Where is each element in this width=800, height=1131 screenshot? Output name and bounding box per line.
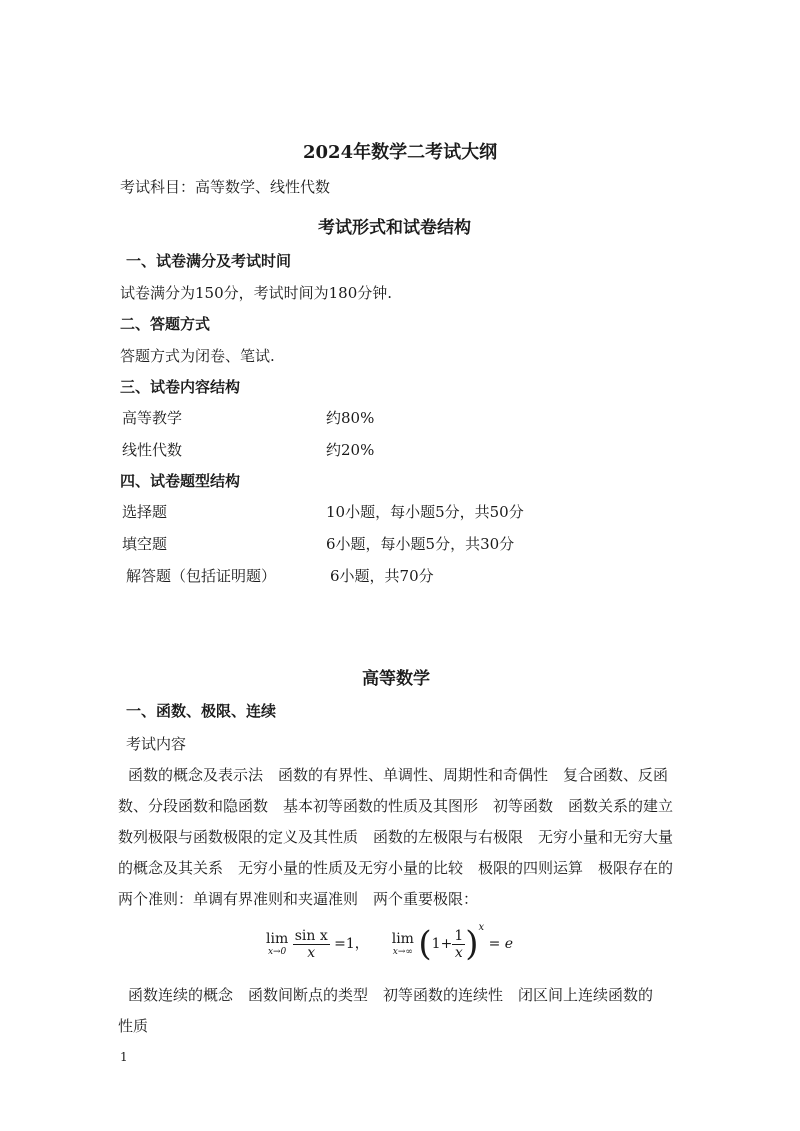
content-row-value: 约80% (326, 409, 375, 427)
paragraph-line: 数列极限与函数极限的定义及其性质 函数的左极限与右极限 无穷小量和无穷大量 (118, 828, 674, 846)
continuity-paragraph (118, 980, 706, 1042)
paragraph-line: 两个准则：单调有界准则和夹逼准则 两个重要极限： (118, 890, 479, 908)
content-row-label: 线性代数 (122, 441, 183, 459)
section-2-heading: 二、答题方式 (120, 315, 211, 333)
paragraph-line: 函数的概念及表示法 函数的有界性、单调性、周期性和奇偶性 复合函数、反函 (128, 766, 669, 784)
section-1-heading: 一、试卷满分及考试时间 (126, 252, 292, 270)
fraction: $\frac{1}{x}$ (454, 927, 464, 961)
exponent: x (478, 922, 485, 933)
page-number: 1 (120, 1050, 128, 1064)
type-row-label: 填空题 (122, 535, 168, 553)
paragraph-line: 函数连续的概念 函数间断点的类型 初等函数的连续性 闭区间上连续函数的 (128, 986, 654, 1004)
paragraph-line: 性质 (118, 1017, 149, 1035)
important-limits-formula: lim x→0 $\frac{\text{sin x}}{x}$ =1， lim x→∞ (1+ $\frac{1}{x}$ )$^x$ = e (266, 922, 514, 964)
section-3-heading: 三、试卷内容结构 (120, 378, 241, 396)
structure-heading: 考试形式和试卷结构 (318, 218, 471, 238)
equals-one: =1， (334, 936, 369, 952)
type-row-label: 选择题 (122, 503, 168, 521)
paragraph-line: 数、分段函数和隐函数 基本初等函数的性质及其图形 初等函数 函数关系的建立 (118, 797, 674, 815)
type-row-value: 6小题，共70分 (330, 567, 434, 585)
paragraph-line: 的概念及其关系 无穷小量的性质及无穷小量的比较 极限的四则运算 极限存在的 (118, 859, 674, 877)
type-row-label: 解答题（包括证明题） (126, 567, 277, 585)
type-row-value: 6小题，每小题5分，共30分 (326, 535, 515, 553)
section-2-text: 答题方式为闭卷、笔试. (120, 347, 275, 365)
content-row-value: 约20% (326, 441, 375, 459)
fraction: $\frac{\text{sin x}}{x}$ (294, 927, 328, 961)
equals-e: = e (488, 936, 514, 952)
content-row-label: 高等教学 (122, 409, 183, 427)
limit-operator: lim x→∞ (391, 931, 414, 957)
exam-subjects: 考试科目：高等数学、线性代数 (120, 178, 331, 196)
math-heading: 高等数学 (362, 669, 430, 689)
section-4-heading: 四、试卷题型结构 (120, 472, 241, 490)
document-title: 2024年数学二考试大纲 (303, 142, 498, 163)
type-row-value: 10小题，每小题5分，共50分 (326, 503, 524, 521)
one-plus: 1+ (431, 936, 453, 952)
limit-operator: lim x→0 (266, 931, 289, 957)
chapter-1-paragraph (118, 760, 706, 915)
section-1-text: 试卷满分为150分，考试时间为180分钟. (120, 284, 393, 302)
chapter-1-heading: 一、函数、极限、连续 (126, 702, 277, 720)
exam-content-label: 考试内容 (126, 735, 187, 753)
